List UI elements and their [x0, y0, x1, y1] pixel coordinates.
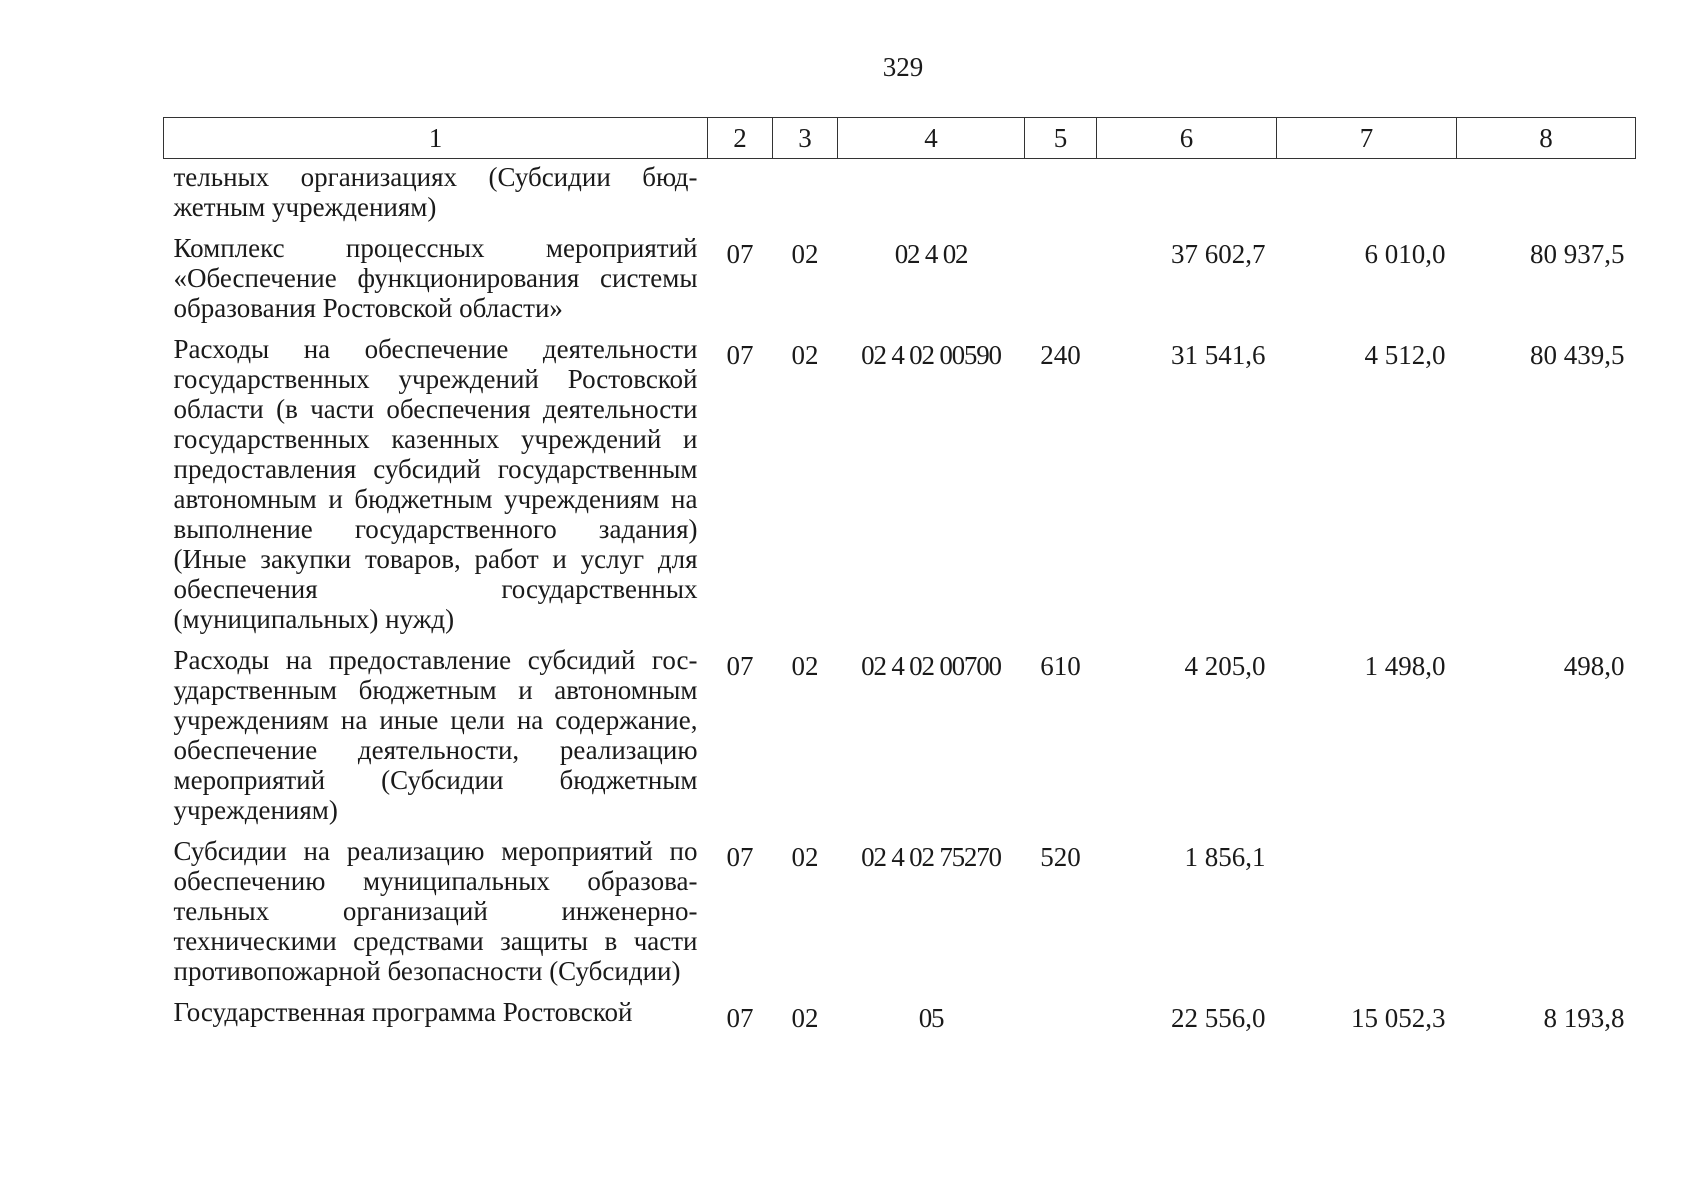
cell-section: 07: [726, 340, 754, 370]
cell-target-code: 05: [918, 1003, 944, 1033]
table-row: [164, 836, 1636, 997]
column-header: 8: [1457, 118, 1636, 159]
header-row: [164, 118, 1636, 159]
budget-table: [163, 117, 1636, 1042]
cell-section: 07: [726, 842, 754, 872]
cell-amount-6: [1097, 159, 1277, 234]
cell-expense-type: 610: [1040, 651, 1081, 681]
cell-amount-8: 80 439,5: [1530, 340, 1625, 370]
cell-target-code: 02 4 02 00700: [861, 651, 1001, 681]
cell-subsection: 02: [791, 651, 819, 681]
cell-expense-type: [1025, 233, 1097, 334]
cell-amount-7: 1 498,0: [1364, 651, 1446, 681]
cell-amount-8: [1457, 159, 1636, 234]
cell-amount-8: [1457, 836, 1636, 997]
column-header: 4: [838, 118, 1025, 159]
cell-amount-6: 1 856,1: [1184, 842, 1266, 872]
cell-expense-type: 240: [1040, 340, 1081, 370]
column-header: 2: [708, 118, 773, 159]
column-header: 6: [1097, 118, 1277, 159]
cell-target-code: 02 4 02 75270: [861, 842, 1001, 872]
cell-amount-6: 22 556,0: [1171, 1003, 1266, 1033]
cell-amount-6: 37 602,7: [1171, 239, 1266, 269]
cell-target-code: 02 4 02: [894, 239, 968, 269]
row-description: Комплекс процессных мероприятий «Обеспечение функционирования системы образования Ростовской области»: [173, 233, 698, 323]
column-header: 5: [1025, 118, 1097, 159]
cell-subsection: 02: [791, 842, 819, 872]
table-row: [164, 159, 1636, 234]
table-row: [164, 645, 1636, 836]
cell-section: 07: [726, 1003, 754, 1033]
cell-amount-7: 6 010,0: [1364, 239, 1446, 269]
cell-target-code: 02 4 02 00590: [861, 340, 1001, 370]
cell-target-code: [838, 159, 1025, 234]
cell-amount-7: 15 052,3: [1351, 1003, 1446, 1033]
table-row: [164, 334, 1636, 645]
row-description: Субсидии на реализацию мероприятий по обеспечению муниципальных образовательных организаций инженерно-техническими средствами защиты в части противопожарной безопасности (Субсидии): [173, 836, 698, 986]
page-number: 329: [882, 52, 924, 82]
cell-amount-6: 4 205,0: [1184, 651, 1266, 681]
cell-amount-8: 8 193,8: [1543, 1003, 1625, 1033]
cell-subsection: 02: [791, 239, 819, 269]
table-row: [164, 997, 1636, 1042]
cell-subsection: [773, 159, 838, 234]
row-description: Государственная программа Ростовской: [173, 997, 633, 1027]
cell-amount-7: 4 512,0: [1364, 340, 1446, 370]
cell-amount-6: 31 541,6: [1171, 340, 1266, 370]
cell-section: 07: [726, 239, 754, 269]
cell-amount-8: 80 937,5: [1530, 239, 1625, 269]
cell-amount-8: 498,0: [1563, 651, 1625, 681]
row-description: Расходы на предоставление субсидий государственным бюджетным и автономным учреждениям на иные цели на содержание, обеспечение деятельности, реализацию мероприятий (Субсидии бюджетным учреждениям): [173, 645, 698, 825]
column-header: 7: [1277, 118, 1457, 159]
column-header: 3: [773, 118, 838, 159]
cell-subsection: 02: [791, 1003, 819, 1033]
cell-subsection: 02: [791, 340, 819, 370]
cell-amount-7: [1277, 159, 1457, 234]
cell-expense-type: [1025, 997, 1097, 1042]
row-description: Расходы на обеспечение деятельности государственных учреждений Ростовской области (в части обеспечения деятельности государственных казенных учреждений и предоставления субсидий государственным автономным и бюджетным учреждениям на выполнение государственного задания) (Иные закупки товаров, работ и услуг для обеспечения государственных (муниципальных) нужд): [173, 334, 698, 634]
cell-expense-type: 520: [1040, 842, 1081, 872]
cell-expense-type: [1025, 159, 1097, 234]
column-header: 1: [164, 118, 708, 159]
cell-section: 07: [726, 651, 754, 681]
row-description: тельных организациях (Субсидии бюджетным учреждениям): [173, 162, 698, 222]
cell-amount-7: [1277, 836, 1457, 997]
cell-section: [708, 159, 773, 234]
table-row: [164, 233, 1636, 334]
